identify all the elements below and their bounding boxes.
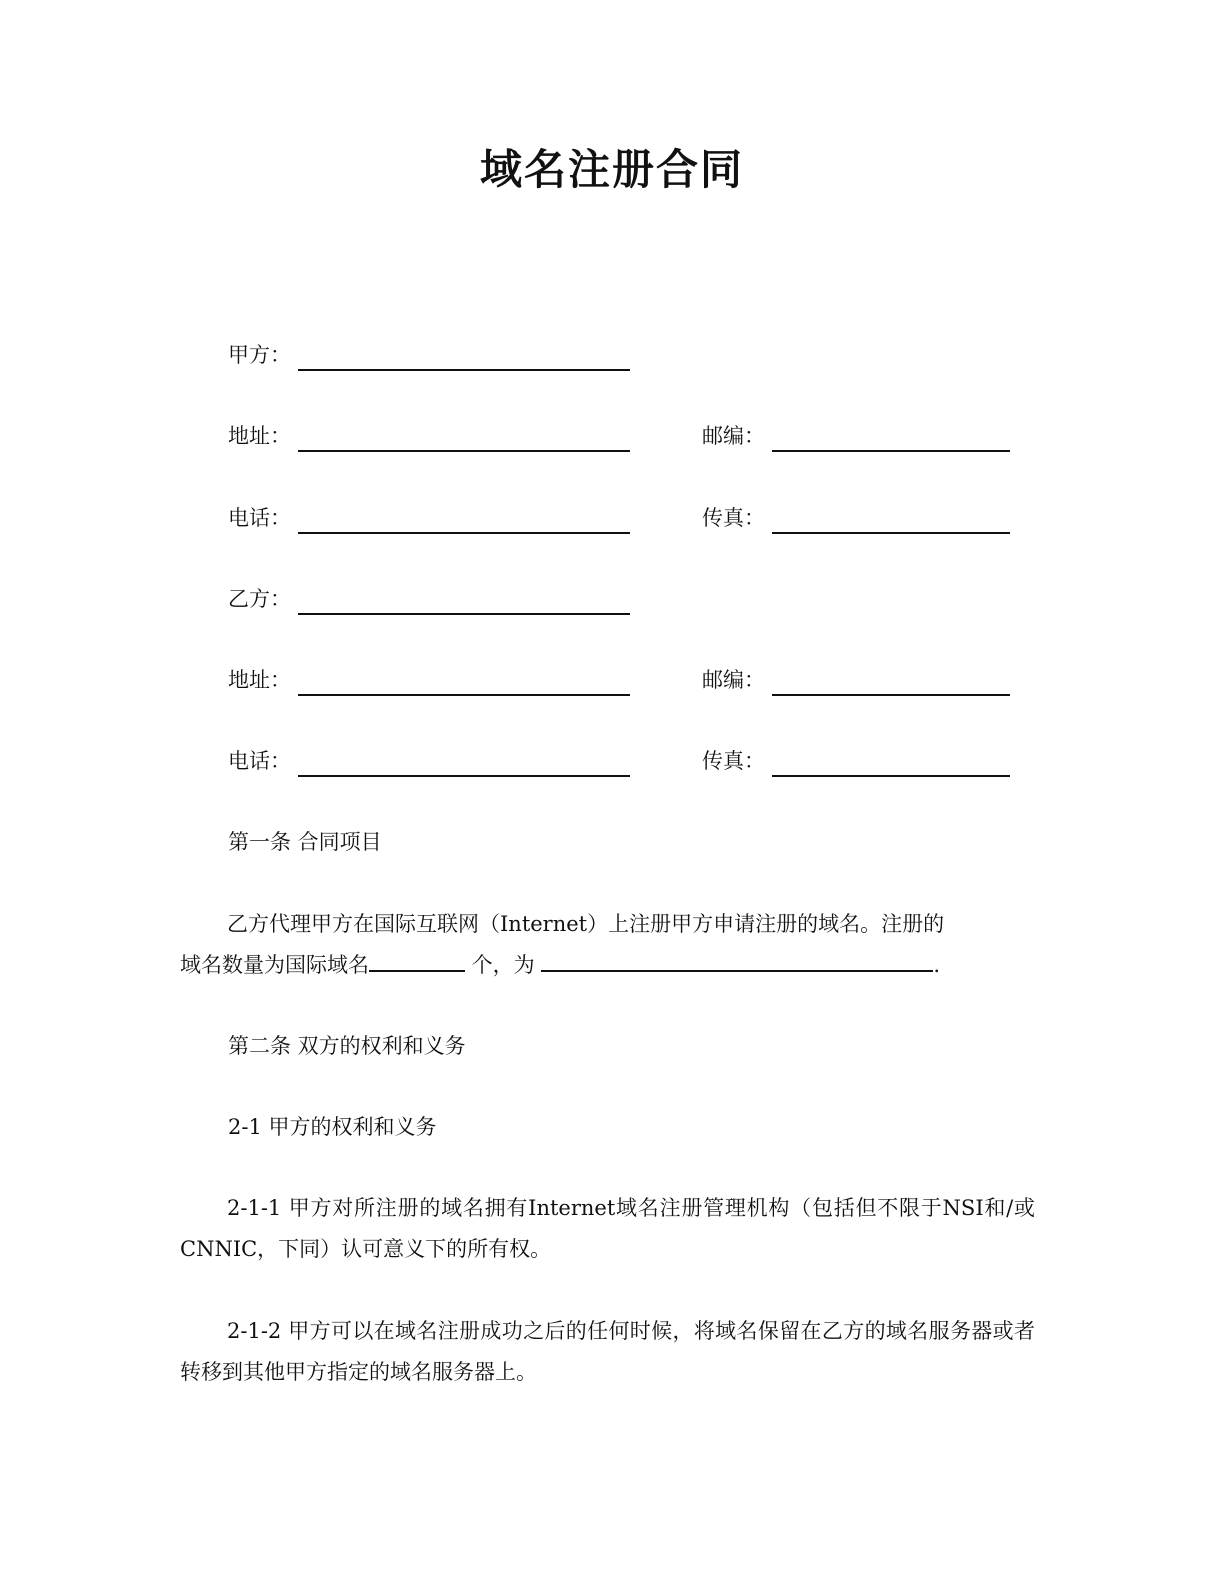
article-1-line-1: 乙方代理甲方在国际互联网（Internet）上注册甲方申请注册的域名。注册的 — [227, 912, 945, 936]
party-b-address-label: 地址： — [228, 668, 291, 692]
document-title: 域名注册合同 — [479, 145, 744, 194]
clause-2-1-1: 2-1-1 甲方对所注册的域名拥有Internet域名注册管理机构（包括但不限于NSI和/或CNNIC，下同）认可意义下的所有权。 — [180, 1196, 1035, 1261]
party-a-address-blank — [298, 450, 630, 452]
section-2-1-heading: 2-1 甲方的权利和义务 — [228, 1115, 437, 1139]
party-a-phone-row — [0, 503, 1224, 533]
domain-count-blank — [369, 948, 465, 972]
party-b-name-label: 乙方： — [228, 587, 291, 611]
party-b-address-row — [0, 665, 1224, 695]
article-1-heading: 第一条 合同项目 — [228, 830, 382, 854]
clause-2-1-2: 2-1-2 甲方可以在域名注册成功之后的任何时候，将域名保留在乙方的域名服务器或者转移到其他甲方指定的域名服务器上。 — [180, 1319, 1035, 1384]
party-a-fax-label: 传真： — [702, 506, 765, 530]
party-a-address-label: 地址： — [228, 424, 291, 448]
party-a-address-row — [0, 421, 1224, 451]
article-1-line-2-prefix: 域名数量为国际域名 — [180, 953, 369, 977]
party-b-postcode-label: 邮编： — [702, 668, 765, 692]
party-b-name-blank — [298, 613, 630, 615]
article-1-line-2 — [180, 945, 1035, 986]
party-a-name-blank — [298, 369, 630, 371]
article-1-line-2-mid: 个，为 — [465, 953, 542, 977]
party-b-name-row — [0, 584, 1224, 614]
party-a-phone-blank — [298, 532, 630, 534]
party-b-fax-label: 传真： — [702, 749, 765, 773]
party-a-postcode-label: 邮编： — [702, 424, 765, 448]
party-b-phone-row — [0, 746, 1224, 776]
party-a-fax-blank — [772, 532, 1010, 534]
party-b-phone-blank — [298, 775, 630, 777]
party-b-postcode-blank — [772, 694, 1010, 696]
article-2-heading: 第二条 双方的权利和义务 — [228, 1034, 466, 1058]
party-b-address-blank — [298, 694, 630, 696]
party-a-name-row — [0, 340, 1224, 370]
party-b-phone-label: 电话： — [228, 749, 291, 773]
party-b-fax-blank — [772, 775, 1010, 777]
party-a-phone-label: 电话： — [228, 506, 291, 530]
article-1-line-2-suffix: . — [933, 953, 941, 977]
domain-names-blank — [541, 948, 933, 972]
party-a-name-label: 甲方： — [228, 343, 291, 367]
article-1-body — [180, 904, 1035, 986]
party-a-postcode-blank — [772, 450, 1010, 452]
